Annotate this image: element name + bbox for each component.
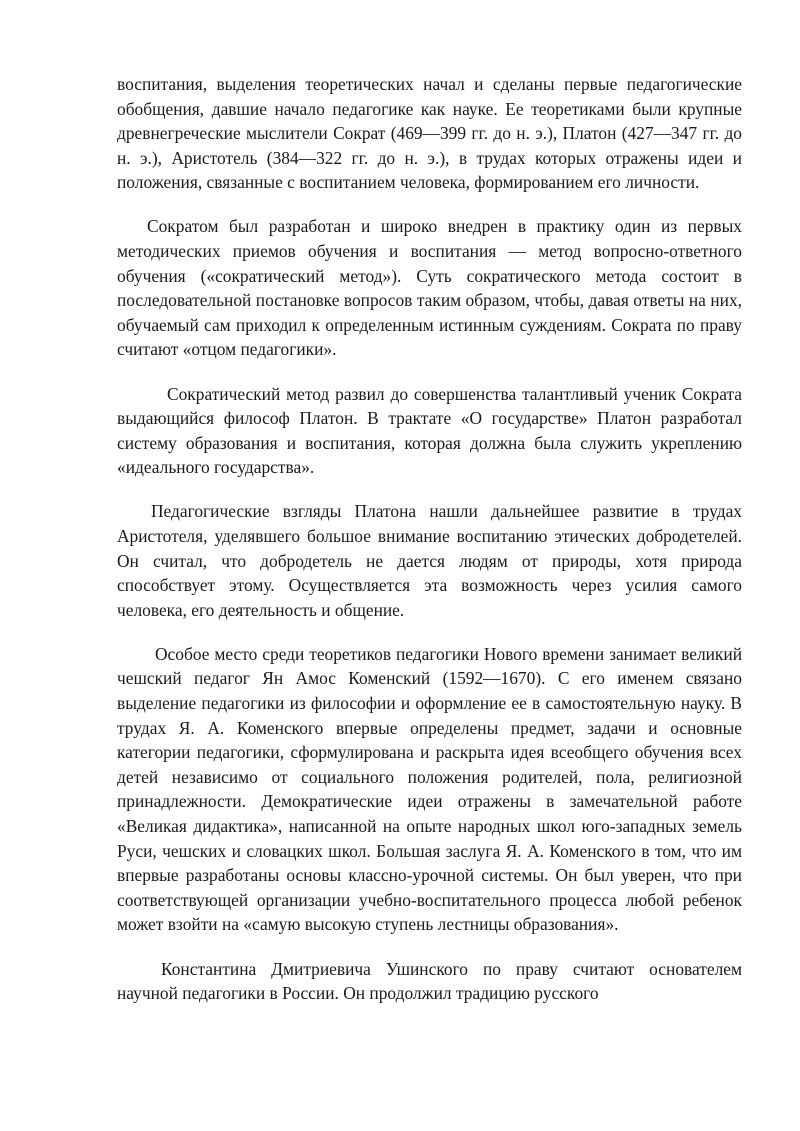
paragraph-comenius: Особое место среди теоретиков педагогики Нового времени занимает великий чешский педагог Ян Амос Коменский (1592—1670). С его именем связано выделение педагогики из философии и оформление ее в самостоятельную науку. В трудах Я. А. Коменского впервые определены предмет, задачи и основные категории педагогики, сформулирована и раскрыта идея всеобщего обучения всех детей независимо от социального положения родителей, пола, религиозной принадлежности. Демократические идеи отражены в замечательной работе «Великая дидактика», написанной на опыте народных школ юго-западных земель Руси, чешских и словацких школ. Большая заслуга Я. А. Коменского в том, что им впервые разработаны основы классно-урочной системы. Он был уверен, что при соответствующей организации учебно-воспитательного процесса любой ребенок может взойти на «самую высокую ступень лестницы образования». xyxy=(117,643,742,935)
paragraph-socrates-plato-aristotle: воспитания, выделения теоретических начал и сделаны первые педагогические обобщения, давшие начало педагогике как науке. Ее теоретиками были крупные древнегреческие мыслители Сократ (469—399 гг. до н. э.), Платон (427—347 гг. до н. э.), Аристотель (384—322 гг. до н. э.), в трудах которых отражены идеи и положения, связанные с воспитанием человека, формированием его личности. xyxy=(117,74,742,193)
paragraph-ushinsky: Константина Дмитриевича Ушинского по праву считают основателем научной педагогики в России. Он продолжил традицию русского xyxy=(117,958,742,1004)
paragraph-aristotle: Педагогические взгляды Платона нашли дальнейшее развитие в трудах Аристотеля, уделявшего большое внимание воспитанию этических добродетелей. Он считал, что добродетель не дается людям от природы, хотя природа способствует этому. Осуществляется эта возможность через усилия самого человека, его деятельность и общение. xyxy=(117,501,742,620)
paragraph-plato: Сократический метод развил до совершенства талантливый ученик Сократа выдающийся философ Платон. В трактате «О государстве» Платон разработал систему образования и воспитания, которая должна была служить укреплению «идеального государства». xyxy=(117,383,742,478)
document-body xyxy=(117,72,742,1025)
paragraph-socratic-method: Сократом был разработан и широко внедрен в практику один из первых методических приемов обучения и воспитания — метод вопросно-ответного обучения («сократический метод»). Суть сократического метода состоит в последовательной постановке вопросов таким образом, чтобы, давая ответы на них, обучаемый сам приходил к определенным истинным суждениям. Сократа по праву считают «отцом педагогики». xyxy=(117,216,742,360)
